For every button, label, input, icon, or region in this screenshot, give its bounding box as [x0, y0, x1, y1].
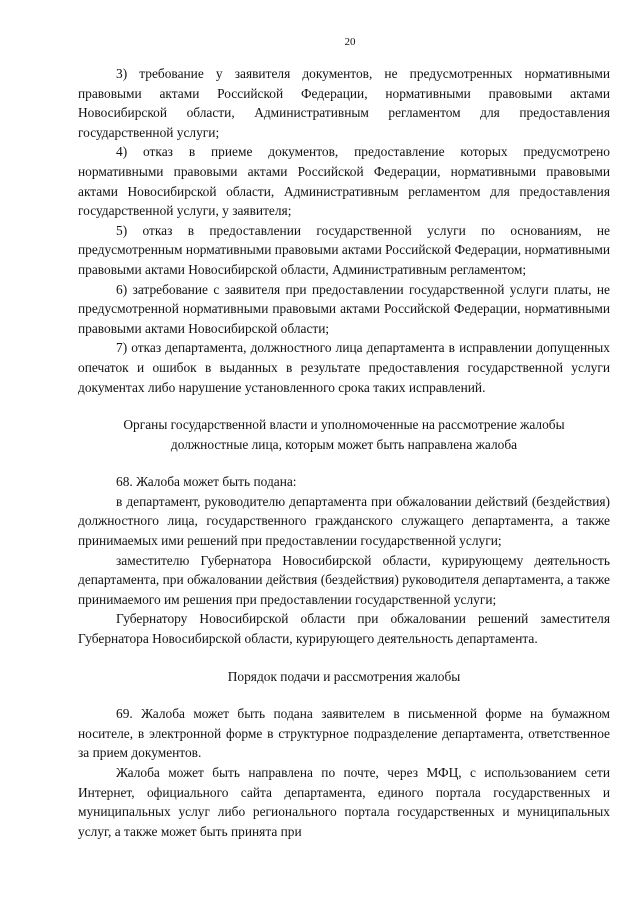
paragraph-item-5: 5) отказ в предоставлении государственной услуги по основаниям, не предусмотренным нормативными правовыми актами Российской Федерации, нормативными правовыми актами Новосибирской области, Административным регламентом;	[78, 222, 610, 277]
section-heading-complaint-bodies	[78, 415, 610, 454]
paragraph-item-7: 7) отказ департамента, должностного лица департамента в исправлении допущенных опечаток и ошибок в выданных в результате предоставления государственной услуги документах либо нарушение установленного срока таких исправлений.	[78, 340, 610, 395]
paragraph-69: 69. Жалоба может быть подана заявителем в письменной форме на бумажном носителе, в электронной форме в структурное подразделение департамента, ответственное за прием документов.	[78, 706, 610, 761]
section-heading-line: должностные лица, которым может быть направлена жалоба	[170, 436, 518, 452]
paragraph-item-4: 4) отказ в приеме документов, предоставление которых предусмотрено нормативными правовыми актами Российской Федерации, нормативными правовыми актами Новосибирской области, Административным регламентом для предоставления государственной услуги, у заявителя;	[78, 144, 610, 219]
paragraph-governor: Губернатору Новосибирской области при обжаловании решений заместителя Губернатора Новосибирской области, курирующего деятельность департамента.	[78, 611, 610, 647]
paragraph-deputy-governor: заместителю Губернатора Новосибирской области, курирующему деятельность департамента, при обжаловании действия (бездействия) руководителя департамента, а также принимаемого им решения при предоставлении государственной услуги;	[78, 552, 610, 607]
paragraph-department: в департамент, руководителю департамента при обжаловании действий (бездействия) должностного лица, государственного гражданского служащего департамента, а также принимаемых ими решений при предоставлении государственной услуги;	[78, 493, 610, 549]
paragraph-68: 68. Жалоба может быть подана:	[116, 474, 297, 490]
section-heading-procedure: Порядок подачи и рассмотрения жалобы	[227, 668, 461, 684]
paragraph-item-3: 3) требование у заявителя документов, не предусмотренных нормативными правовыми актами Российской Федерации, нормативными правовыми актами Новосибирской области, Административным регламентом для предоставления государственной услуги;	[78, 66, 610, 140]
paragraph-submission-channels: Жалоба может быть направлена по почте, через МФЦ, с использованием сети Интернет, официального сайта департамента, единого портала государственных и муниципальных услуг либо регионального портала государственных и муниципальных услуг, а также может быть принята при	[78, 765, 610, 839]
page-number: 20	[344, 36, 356, 48]
section-heading-line: Органы государственной власти и уполномоченные на рассмотрение жалобы	[123, 417, 565, 433]
paragraph-item-6: 6) затребование с заявителя при предоставлении государственной услуги платы, не предусмотренной нормативными правовыми актами Российской Федерации, нормативными правовыми актами Новосибирской области;	[78, 281, 610, 336]
